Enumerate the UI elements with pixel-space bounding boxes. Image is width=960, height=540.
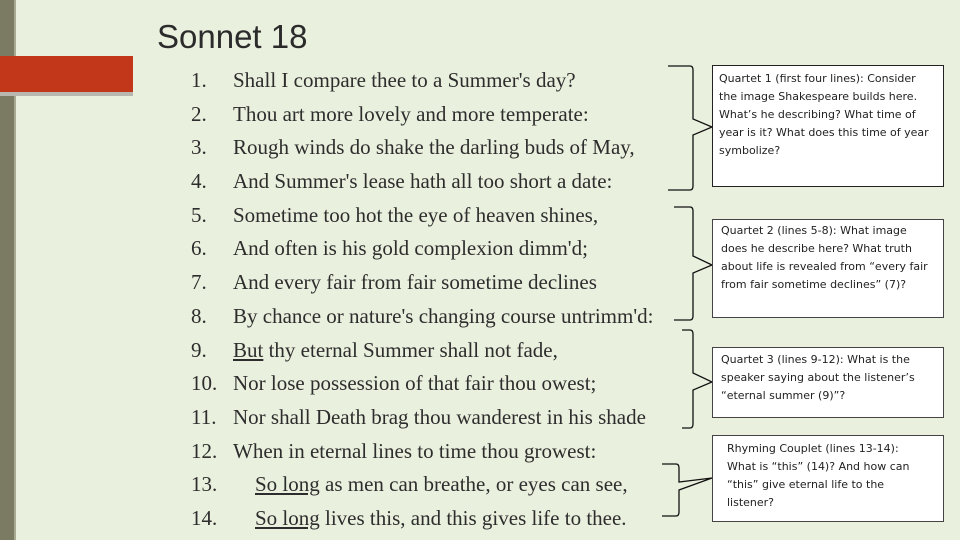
- line-number: 9.: [191, 337, 207, 362]
- line-text: Rough winds do shake the darling buds of May,: [233, 135, 635, 160]
- note-couplet: Rhyming Couplet (lines 13-14): What is “this” (14)? And how can “this” give eternal life to the listener?: [712, 435, 944, 522]
- line-text: By chance or nature's changing course untrimm'd:: [233, 303, 654, 328]
- line-text: And often is his gold complexion dimm'd;: [233, 236, 588, 261]
- line-text-rest: lives this, and this gives life to thee.: [319, 505, 627, 530]
- line-number: 2.: [191, 101, 207, 126]
- line-text: When in eternal lines to time thou growest:: [233, 438, 597, 463]
- note-quartet-1: Quartet 1 (first four lines): Consider the image Shakespeare builds here. What’s he describing? What time of year is it? What does this time of year symbolize?: [712, 65, 944, 187]
- line-text-underlined: So long: [255, 505, 320, 530]
- line-text: Nor shall Death brag thou wanderest in his shade: [233, 404, 646, 429]
- note-quartet-3: Quartet 3 (lines 9-12): What is the speaker saying about the listener’s “eternal summer (9)”?: [712, 347, 944, 418]
- line-number: 6.: [191, 236, 207, 261]
- line-text: Nor lose possession of that fair thou owest;: [233, 371, 597, 396]
- line-text-underlined: So long: [255, 472, 320, 497]
- line-text-rest: thy eternal Summer shall not fade,: [263, 337, 558, 362]
- line-text: And every fair from fair sometime declines: [233, 270, 597, 295]
- brace-quartet-3: [682, 330, 712, 428]
- line-text: Shall I compare thee to a Summer's day?: [233, 68, 576, 92]
- line-number: 11.: [191, 404, 217, 429]
- brace-quartet-1: [668, 66, 712, 190]
- brace-couplet: [662, 464, 712, 516]
- line-text: And Summer's lease hath all too short a date:: [233, 169, 613, 194]
- line-number: 12.: [191, 438, 218, 463]
- line-number: 13.: [191, 472, 218, 497]
- line-number: 3.: [191, 135, 207, 160]
- line-number: 4.: [191, 169, 207, 194]
- brace-quartet-2: [674, 207, 712, 320]
- note-quartet-2: Quartet 2 (lines 5-8): What image does he describe here? What truth about life is revealed from “every fair from fair sometime declines” (7)?: [712, 219, 944, 318]
- line-number: 10.: [191, 371, 218, 396]
- line-text: Thou art more lovely and more temperate:: [233, 101, 589, 126]
- line-number: 1.: [191, 68, 207, 92]
- line-text-underlined: But: [233, 337, 264, 362]
- line-number: 7.: [191, 270, 207, 295]
- line-number: 14.: [191, 505, 218, 530]
- line-number: 8.: [191, 303, 207, 328]
- slide-title: Sonnet 18: [157, 18, 308, 55]
- line-number: 5.: [191, 202, 207, 227]
- line-text: Sometime too hot the eye of heaven shines,: [233, 202, 599, 227]
- line-text-rest: as men can breathe, or eyes can see,: [319, 472, 628, 497]
